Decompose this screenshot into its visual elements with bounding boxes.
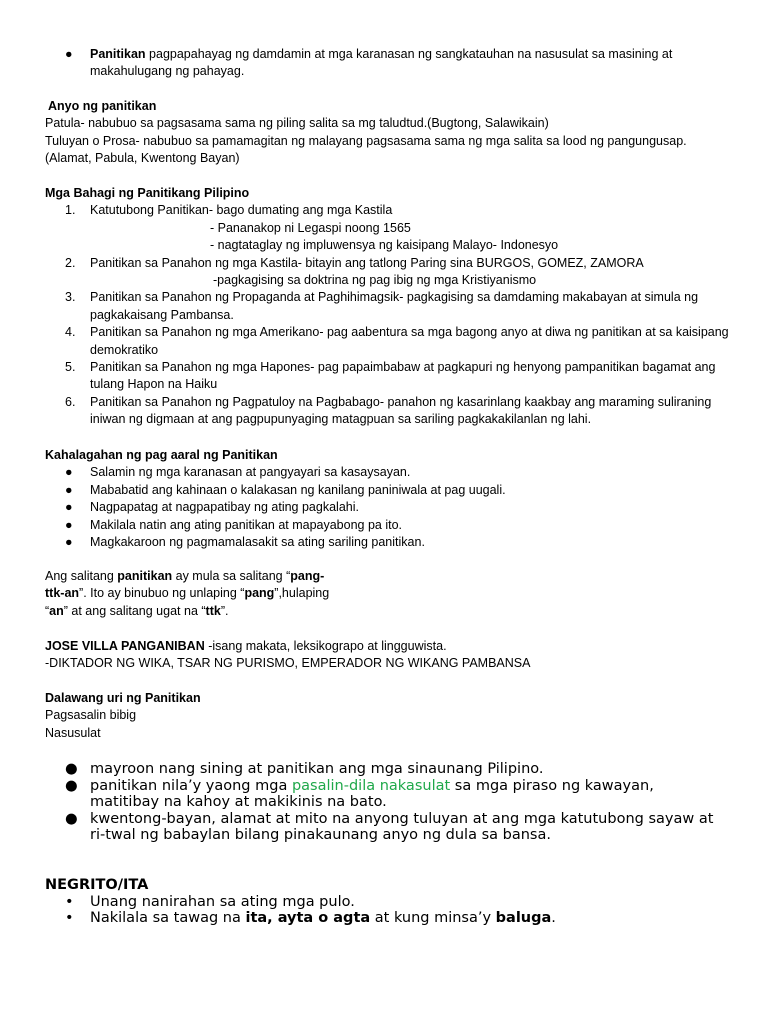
list-text: Makilala natin ang ating panitikan at mapayabong pa ito. [90,517,403,532]
kahalagahan-heading: Kahalagahan ng pag aaral ng Panitikan [45,448,278,462]
bullet-icon: ● [65,777,78,794]
intro-term: Panitikan [90,47,146,61]
jose-name: JOSE VILLA PANGANIBAN [45,639,205,653]
anyo-line-1: Patula- nabubuo sa pagsasama sama ng piling salita sa mg taludtud.(Bugtong, Salawikain) [45,116,549,131]
sub-line: - Pananakop ni Legaspi noong 1565 [210,220,411,235]
anyo-line-2: Tuluyan o Prosa- nabubuo sa pamamagitan ng malayang pagsasama sama ng mga salita sa lood ng pangungusap. [45,133,687,148]
bullet-icon: • [65,910,74,926]
list-item [45,202,735,219]
list-text: Panitikan sa Panahon ng mga Amerikano- pag aabentura sa mga bagong anyo at diwa ng panitikan at sa kaisipang demokratiko [90,325,729,357]
list-item [45,394,735,429]
list-text: Magkakaroon ng pagmamalasakit sa ating sariling panitikan. [90,535,425,550]
negrito-section [45,877,735,927]
sinaunang-section [45,761,725,844]
bullet-icon: ● [65,482,73,497]
list-item [45,778,725,811]
intro-section [45,46,735,81]
kahalagahan-section [45,447,735,551]
bullet-icon: ● [65,810,78,827]
list-text: Panitikan sa Panahon ng Pagpatuloy na Pagbabago- panahon ng kasarinlang kaakbay ang maraming suliraning iniwan ng digmaan at ang pagpupunyaging matagpuan sa sariling pagkakakilanlan ng lahi. [90,394,712,427]
list-text: Panitikan sa Panahon ng mga Kastila- bitayin ang tatlong Paring sina BURGOS, GOMEZ, ZAMORA [90,255,644,270]
list-text: Unang nanirahan sa ating mga pulo. [90,893,355,910]
list-item [45,499,735,516]
list-item [45,761,725,778]
list-number: 4. [65,325,76,340]
salita-text: ”,hulaping “ [45,586,330,618]
dalawang-section [45,690,735,742]
dalawang-heading: Dalawang uri ng Panitikan [45,691,201,705]
salita-text: ”. Ito ay binubuo ng unlaping “ [79,586,245,601]
list-text: Katutubong Panitikan- bago dumating ang mga Kastila [90,203,393,218]
bahagi-section [45,185,735,429]
salita-word: pang [244,586,275,601]
list-text: Nagpapatag at nagpapatibay ng ating pagkalahi. [90,500,359,515]
salita-word: pang-ttk-an [45,569,325,601]
jose-section [45,638,735,673]
list-text: Nakilala sa tawag na [90,910,246,926]
salita-text: ” at ang salitang ugat na “ [63,603,206,618]
list-text: panitikan nila’y yaong mga [90,777,292,794]
anyo-heading: Anyo ng panitikan [48,99,157,113]
list-number: 6. [65,394,76,409]
salita-word: an [49,603,64,618]
jose-titles: -DIKTADOR NG WIKA, TSAR NG PURISMO, EMPERADOR NG WIKANG PAMBANSA [45,656,531,671]
list-item [45,289,735,324]
list-number: 3. [65,290,76,305]
list-item [45,811,725,844]
list-text: Pagsasalin bibig [45,708,137,723]
bullet-icon: ● [65,465,73,480]
salita-word: panitikan [117,569,173,583]
list-text: . [551,910,556,926]
anyo-section [45,98,735,168]
list-text: Mababatid ang kahinaan o kalakasan ng kanilang paniniwala at pag uugali. [90,482,506,497]
intro-bullet [45,46,735,81]
list-text: at kung minsa’y [370,910,496,926]
list-item [45,324,735,359]
bullet-icon: ● [65,47,73,61]
jose-description: -isang makata, leksikograpo at lingguwista. [204,639,447,653]
list-item [45,464,735,481]
list-item [45,517,735,534]
list-text: sa mga piraso ng kawayan, matitibay na kahoy at makikinis na bato. [90,777,654,810]
bold-text: ita, ayta o agta [245,910,371,926]
negrito-heading: NEGRITO/ITA [45,877,149,893]
sub-line: - nagtataglay ng impluwensya ng kaisipang Malayo- Indonesyo [210,238,559,253]
list-text: Panitikan sa Panahon ng Propaganda at Paghihimagsik- pagkagising sa damdaming makabayan at simula ng pagkakaisang Pambansa. [90,290,699,322]
salita-word: ttk [205,603,221,618]
anyo-line-3: (Alamat, Pabula, Kwentong Bayan) [45,151,240,166]
bullet-icon: ● [65,761,78,777]
highlight-text: pasalin-dila nakasulat [291,777,451,794]
bullet-icon: • [65,893,74,910]
salita-text: ay mula sa salitang “ [172,569,291,583]
list-item [45,910,735,927]
salita-text: Ang salitang [45,569,118,583]
bullet-icon: ● [65,517,73,532]
intro-definition: pagpapahayag ng damdamin at mga karanasan ng sangkatauhan na nasusulat sa masining at makahulugang ng pahayag. [90,47,673,79]
list-item [45,359,735,394]
salita-section [45,568,335,620]
bold-text: baluga [495,910,552,926]
list-number: 5. [65,360,76,375]
list-item [45,894,735,911]
bullet-icon: ● [65,500,73,515]
sub-line: -pagkagising sa doktrina ng pag ibig ng mga Kristiyanismo [213,273,537,288]
list-item [45,255,735,272]
list-text: Salamin ng mga karanasan at pangyayari sa kasaysayan. [90,465,411,480]
list-text: Nasusulat [45,725,101,740]
list-text: kwentong-bayan, alamat at mito na anyong tuluyan at ang mga katutubong sayaw at ri-twal ng babaylan bilang pinakaunang anyo ng dula sa bansa. [90,810,714,843]
bullet-icon: ● [65,535,73,550]
list-item [45,482,735,499]
bahagi-heading: Mga Bahagi ng Panitikang Pilipino [45,186,250,200]
list-number: 1. [65,203,76,218]
list-text: mayroon nang sining at panitikan ang mga sinaunang Pilipino. [90,761,544,777]
list-number: 2. [65,255,76,270]
salita-text: ”. [220,603,229,618]
list-item [45,534,735,551]
list-text: Panitikan sa Panahon ng mga Hapones- pag papaimbabaw at pagkapuri ng henyong pampanitikan bagamat ang tulang Hapon na Haiku [90,360,716,392]
